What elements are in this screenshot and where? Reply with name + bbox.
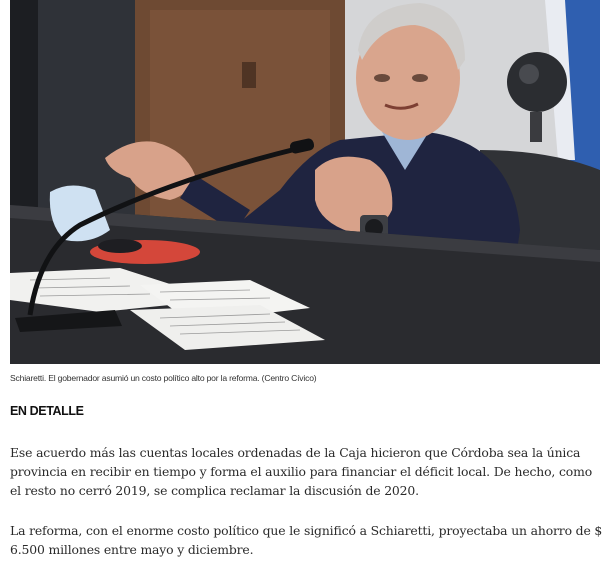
section-heading: EN DETALLE xyxy=(10,404,84,418)
article-photo xyxy=(10,0,600,364)
article-paragraph: La reforma, con el enorme costo político que le significó a Schiaretti, proyectaba un ahorro de $ 6.500 millones entre mayo y diciembre. xyxy=(10,523,603,557)
photo-caption: Schiaretti. El gobernador asumió un costo político alto por la reforma. (Centro Cívico) xyxy=(10,373,317,383)
article-paragraph: Ese acuerdo más las cuentas locales ordenadas de la Caja hicieron que Córdoba sea la única provincia en recibir en tiempo y forma el auxilio para financiar el déficit local. De hecho, como el resto no cerró 2019, se complica reclamar la discusión de 2020. xyxy=(10,445,593,498)
